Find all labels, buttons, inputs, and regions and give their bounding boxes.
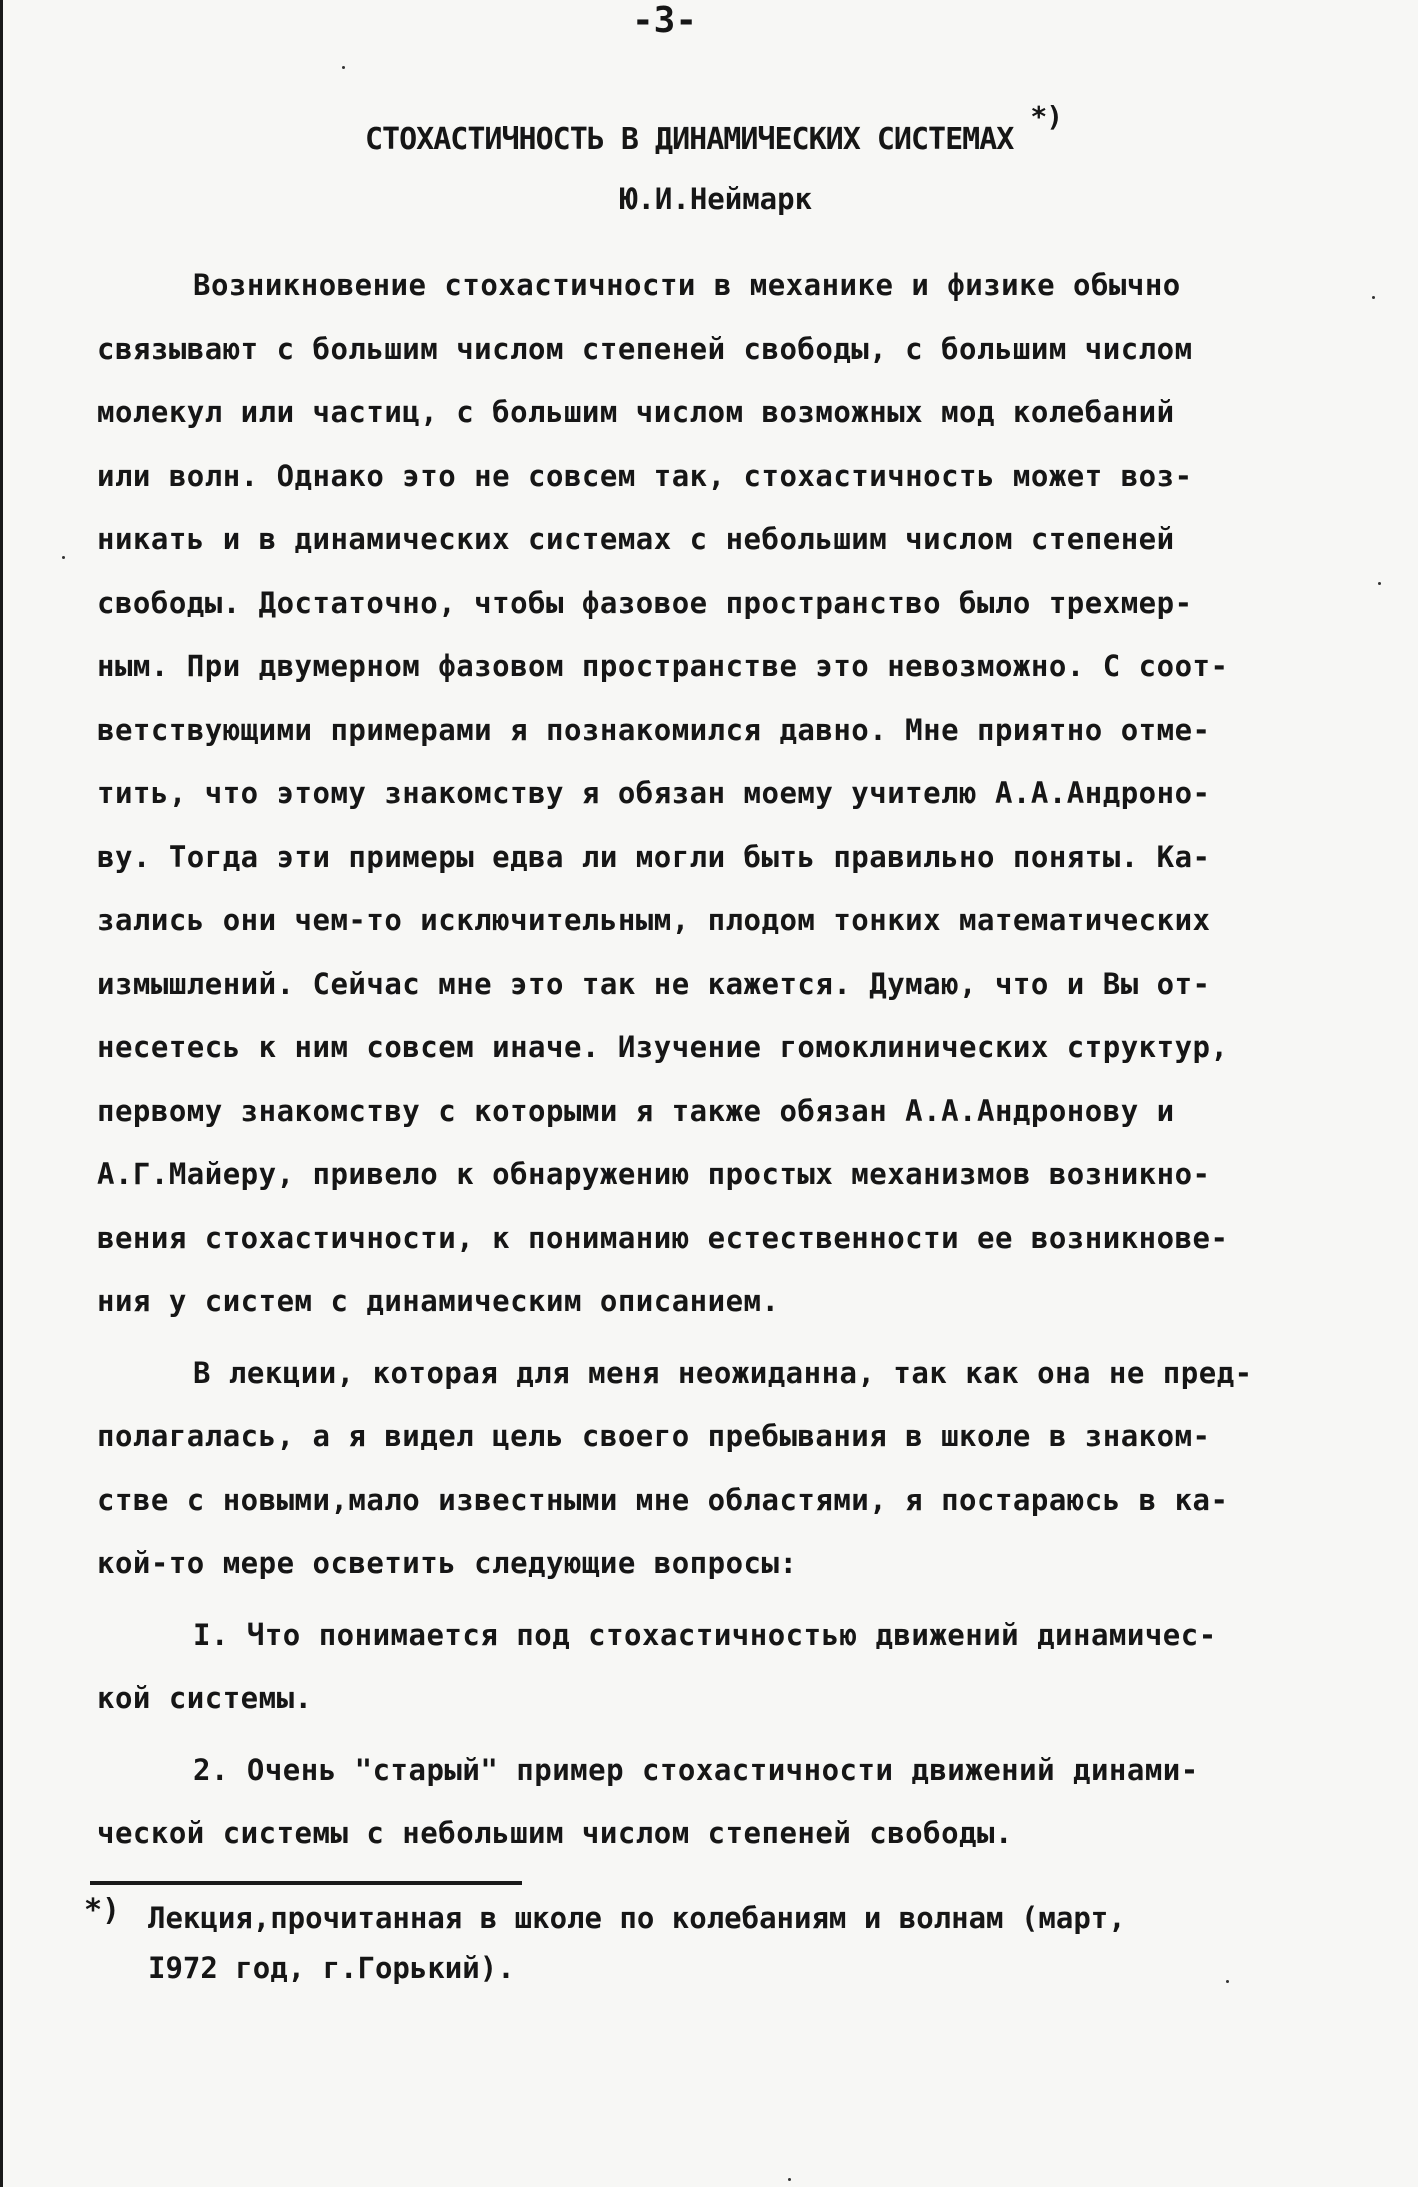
footnote-divider [90,1881,522,1885]
text-line: свободы. Достаточно, чтобы фазовое пространство было трехмер- [97,585,1193,620]
text-line: I. Что понимается под стохастичностью движений динамичес- [193,1617,1217,1652]
scan-speck [1378,582,1381,585]
question-item-2 [97,1739,1347,1866]
text-line: или волн. Однако это не совсем так, стохастичность может воз- [97,458,1193,493]
page-number: -3- [632,0,698,41]
text-line: несетесь к ним совсем иначе. Изучение гомоклинических структур, [97,1030,1229,1064]
paragraph-2 [97,1342,1347,1596]
scan-edge [0,0,3,2187]
title-footnote-mark: *) [1030,100,1063,133]
text-line: тить, что этому знакомству я обязан моему учителю А.А.Андроно- [97,776,1211,810]
text-line: связывают с большим числом степеней свободы, с большим числом [97,331,1193,366]
text-line: ческой системы с небольшим числом степеней свободы. [97,1816,1013,1850]
text-line: ным. При двумерном фазовом пространстве это невозможно. С соот- [97,649,1229,683]
text-line: вения стохастичности, к пониманию естественности ее возникнове- [97,1220,1229,1255]
paragraph-1 [97,254,1347,1334]
text-line: кой-то мере осветить следующие вопросы: [97,1546,798,1580]
text-line: ния у систем с динамическим описанием. [97,1284,780,1318]
question-item-1 [97,1604,1347,1731]
article-body [97,254,1347,1866]
scan-speck [788,2178,791,2181]
article-title [365,100,1063,157]
footnote [84,1893,1334,1993]
author-name: Ю.И.Неймарк [620,182,813,216]
text-line: А.Г.Майеру, привело к обнаружению простых механизмов возникно- [97,1157,1211,1191]
text-line: В лекции, которая для меня неожиданна, так как она не пред- [193,1355,1253,1390]
text-line: измышлений. Сейчас мне это так не кажется. Думаю, что и Вы от- [97,966,1211,1001]
scan-speck [62,556,65,559]
text-line: ву. Тогда эти примеры едва ли могли быть правильно поняты. Ка- [97,839,1211,874]
text-line: ветствующими примерами я познакомился давно. Мне приятно отме- [97,712,1211,747]
text-line: Возникновение стохастичности в механике и физике обычно [193,268,1181,302]
text-line: никать и в динамических системах с небольшим числом степеней [97,522,1175,556]
text-line: 2. Очень "старый" пример стохастичности движений динами- [193,1752,1199,1787]
text-line: кой системы. [97,1681,313,1715]
text-line: зались они чем-то исключительным, плодом тонких математических [97,903,1211,937]
footnote-line: I972 год, г.Горький). [148,1951,515,1985]
footnote-mark: *) [84,1893,121,1928]
text-line: стве с новыми,мало известными мне областями, я постараюсь в ка- [97,1482,1229,1517]
text-line: молекул или частиц, с большим числом возможных мод колебаний [97,395,1175,429]
title-text: СТОХАСТИЧНОСТЬ В ДИНАМИЧЕСКИХ СИСТЕМАХ [365,122,1014,157]
text-line: первому знакомству с которыми я также обязан А.А.Андронову и [97,1093,1175,1128]
footnote-line: Лекция,прочитанная в школе по колебаниям и волнам (март, [148,1901,1126,1935]
text-line: полагалась, а я видел цель своего пребывания в школе в знаком- [97,1419,1211,1453]
scan-speck [342,66,345,69]
scan-speck [1372,296,1375,299]
scan-speck [1226,1980,1229,1983]
